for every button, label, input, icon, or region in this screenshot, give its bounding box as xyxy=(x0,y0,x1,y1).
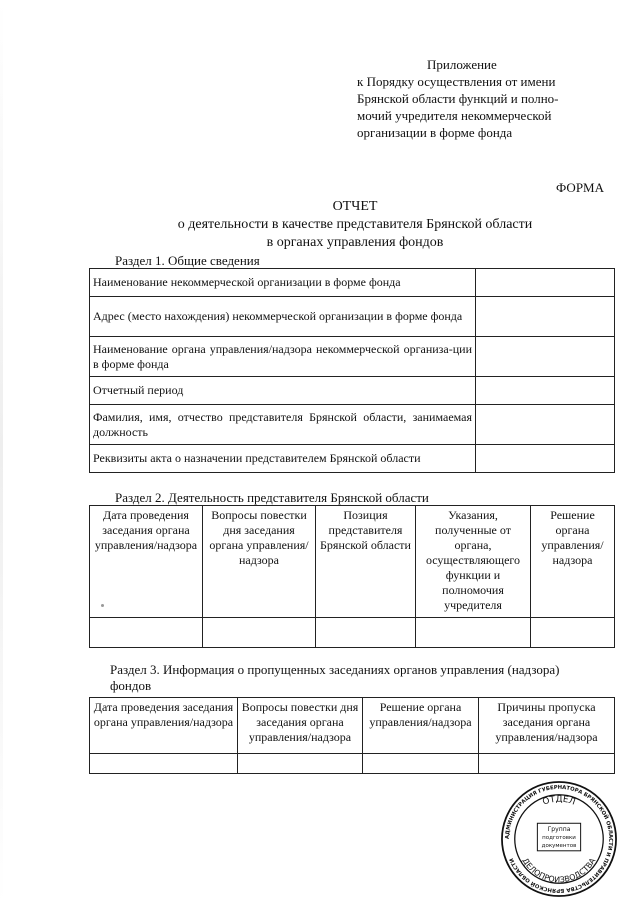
scan-edge xyxy=(0,0,3,905)
appendix-line: Брянской области функций и полно- xyxy=(357,91,559,106)
svg-text:ОТДЕЛ xyxy=(541,795,576,808)
section1-title: Раздел 1. Общие сведения xyxy=(115,253,260,268)
section3-title-line: Раздел 3. Информация о пропущенных заседаниях органов управления (надзора) xyxy=(110,662,560,677)
stamp-arc-bottom: ДЕЛОПРОИЗВОДСТВА xyxy=(520,856,598,885)
section3-title-line: фондов xyxy=(110,678,152,693)
section3-title xyxy=(110,662,620,694)
column-header: Вопросы повестки дня заседания органа управления/надзора xyxy=(203,506,316,618)
table-row-label: Отчетный период xyxy=(90,377,476,405)
appendix-heading: Приложение xyxy=(427,57,497,72)
appendix-block xyxy=(357,56,607,141)
report-title: ОТЧЕТ xyxy=(332,199,378,214)
table-cell-value xyxy=(476,377,615,405)
table-cell xyxy=(316,618,416,648)
table-cell xyxy=(363,754,479,774)
table-cell-value xyxy=(476,337,615,377)
column-header: Решение органа управления/надзора xyxy=(531,506,615,618)
table-row-label: Фамилия, имя, отчество представителя Брянской области, занимаемая должность xyxy=(90,405,476,445)
report-subtitle: о деятельности в качестве представителя Брянской области xyxy=(177,217,533,232)
appendix-line: мочий учредителя некоммерческой xyxy=(357,108,552,123)
report-title-block xyxy=(0,198,640,252)
table-cell xyxy=(531,618,615,648)
section2-title: Раздел 2. Деятельность представителя Брянской области xyxy=(115,490,429,505)
table-row-label: Наименование органа управления/надзора некоммерческой организа-ции в форме фонда xyxy=(90,337,476,377)
column-header: Указания, полученные от органа, осуществляющего функции и полномочия учредителя xyxy=(416,506,531,618)
activity-table xyxy=(89,505,615,648)
table-cell-value xyxy=(476,445,615,473)
table-cell xyxy=(479,754,615,774)
form-label: ФОРМА xyxy=(556,180,604,195)
stamp-ring-text: АДМИНИСТРАЦИЯ ГУБЕРНАТОРА БРЯНСКОЙ ОБЛАСТИ И ПРАВИТЕЛЬСТВА БРЯНСКОЙ ОБЛАСТИ xyxy=(504,784,614,894)
table-row-label: Наименование некоммерческой организации в форме фонда xyxy=(90,269,476,297)
table-cell-value xyxy=(476,405,615,445)
table-cell-value xyxy=(476,297,615,337)
column-header: Дата проведения заседания органа управления/надзора xyxy=(90,698,238,754)
table-cell-value xyxy=(476,269,615,297)
column-header: Вопросы повестки дня заседания органа управления/надзора xyxy=(238,698,363,754)
column-header: Причины пропуска заседания органа управления/надзора xyxy=(479,698,615,754)
stamp-inner-line: Группа xyxy=(547,826,571,834)
table-cell xyxy=(416,618,531,648)
table-row-label: Реквизиты акта о назначении представителем Брянской области xyxy=(90,445,476,473)
table-cell xyxy=(90,618,203,648)
stamp-arc-top: ОТДЕЛ xyxy=(541,794,577,808)
general-info-table xyxy=(89,268,615,473)
stamp-inner-line: документов xyxy=(541,842,577,849)
stamp-inner-line: подготовки xyxy=(542,835,576,841)
column-header: Дата проведения заседания органа управления/надзора xyxy=(90,506,203,618)
scan-speck xyxy=(101,604,104,607)
department-stamp-seal xyxy=(500,780,618,898)
report-subtitle: в органах управления фондов xyxy=(266,235,444,250)
table-cell xyxy=(90,754,238,774)
missed-meetings-table xyxy=(89,697,615,774)
table-cell xyxy=(238,754,363,774)
column-header: Решение органа управления/надзора xyxy=(363,698,479,754)
appendix-line: организации в форме фонда xyxy=(357,125,513,140)
appendix-line: к Порядку осуществления от имени xyxy=(357,74,556,89)
table-row-label: Адрес (место нахождения) некоммерческой организации в форме фонда xyxy=(90,297,476,337)
table-cell xyxy=(203,618,316,648)
column-header: Позиция представителя Брянской области xyxy=(316,506,416,618)
